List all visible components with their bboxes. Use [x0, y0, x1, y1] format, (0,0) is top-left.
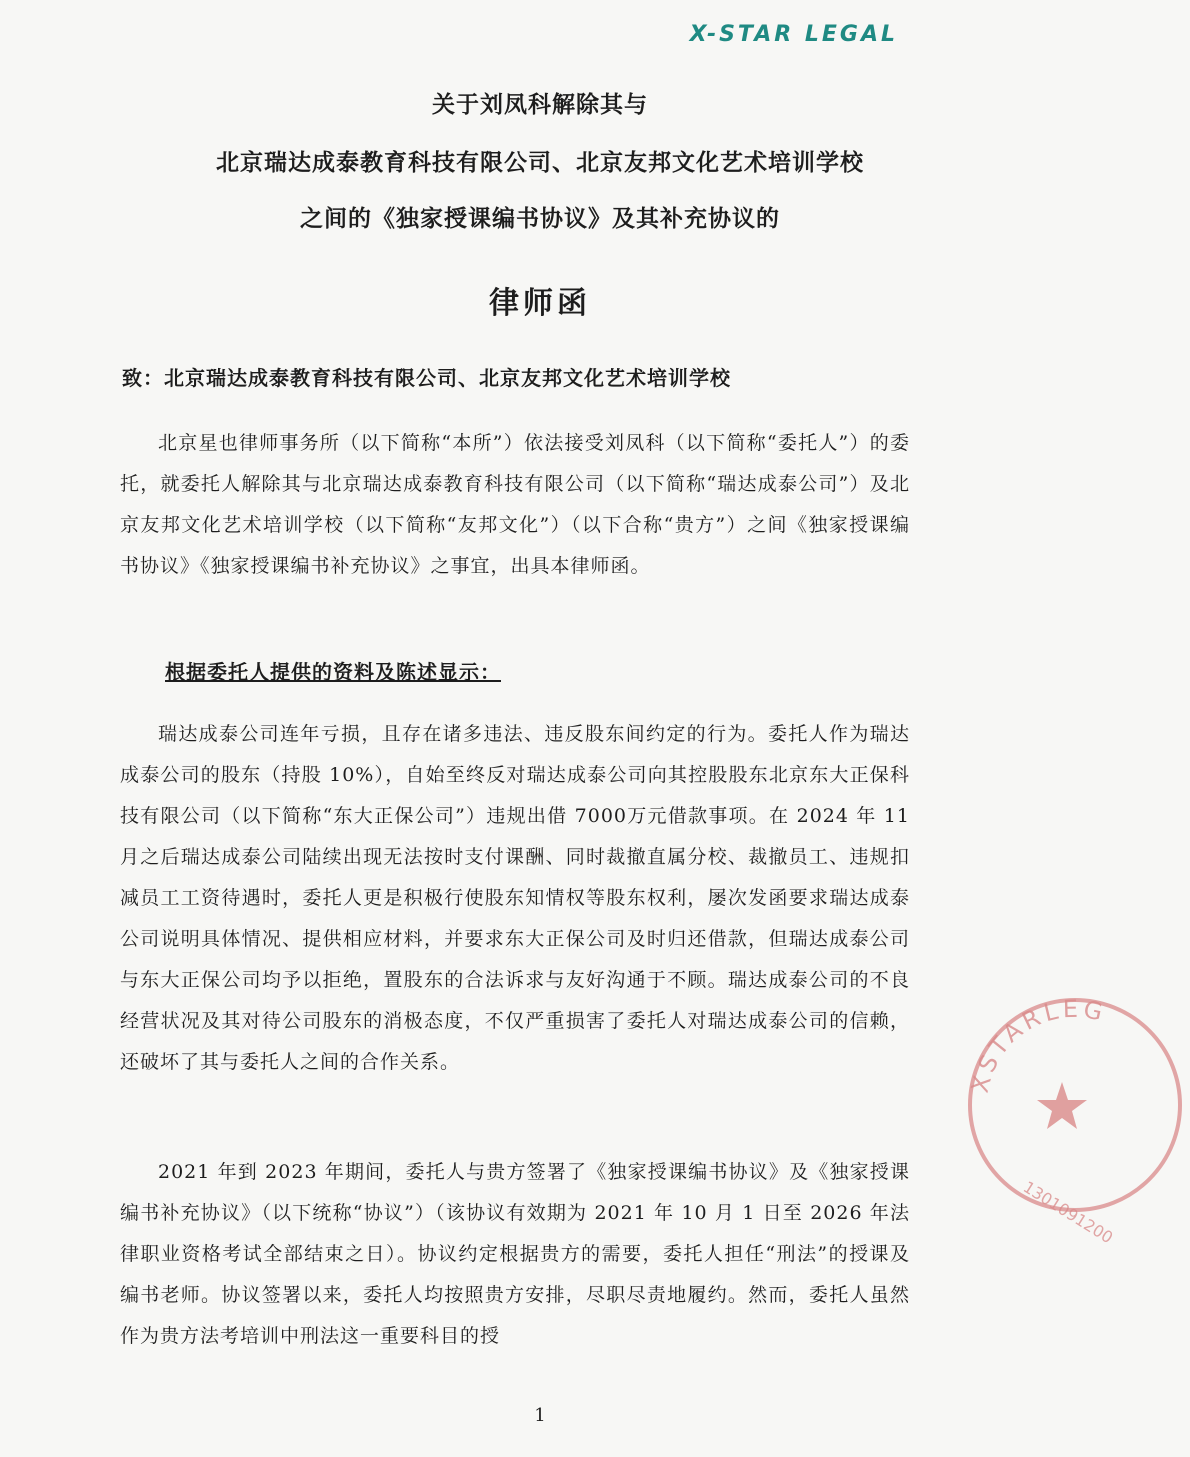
- section-heading: 根据委托人提供的资料及陈述显示：: [165, 660, 501, 684]
- addressee-line: 致：北京瑞达成泰教育科技有限公司、北京友邦文化艺术培训学校: [122, 366, 731, 390]
- svg-text:XSTARLEG: [966, 995, 1109, 1096]
- seal-number: 1301091200: [1019, 1177, 1117, 1248]
- seal-text: XSTARLEG: [965, 994, 1109, 1096]
- intro-paragraph: 北京星也律师事务所（以下简称“本所”）依法接受刘凤科（以下简称“委托人”）的委托，就委托人解除其与北京瑞达成泰教育科技有限公司（以下简称“瑞达成泰公司”）及北京友邦文化艺术培训学校（以下简称“友邦文化”）（以下合称“贵方”）之间《独家授课编书协议》《独家授课编书补充协议》之事宜，出具本律师函。: [120, 432, 910, 577]
- page-number: 1: [534, 1405, 546, 1426]
- firm-logo: X-STAR LEGAL: [689, 22, 898, 47]
- title-line-3: 之间的《独家授课编书协议》及其补充协议的: [300, 205, 780, 232]
- title-line-2: 北京瑞达成泰教育科技有限公司、北京友邦文化艺术培训学校: [216, 149, 864, 176]
- title-line-1: 关于刘凤科解除其与: [432, 91, 648, 118]
- document-title: 律师函: [489, 286, 591, 321]
- seal-star-icon: [1037, 1082, 1087, 1129]
- facts-paragraph: 瑞达成泰公司连年亏损，且存在诸多违法、违反股东间约定的行为。委托人作为瑞达成泰公司的股东（持股 10%），自始至终反对瑞达成泰公司向其控股股东北京东大正保科技有限公司（以下简称“东大正保公司”）违规出借 7000万元借款事项。在 2024 年 11 月之后瑞达成泰公司陆续出现无法按时支付课酬、同时裁撤直属分校、裁撤员工、违规扣减员工工资待遇时，委托人更是积极行使股东知情权等股东权利，屡次发函要求瑞达成泰公司说明具体情况、提供相应材料，并要求东大正保公司及时归还借款，但瑞达成泰公司与东大正保公司均予以拒绝，置股东的合法诉求与友好沟通于不顾。瑞达成泰公司的不良经营状况及其对待公司股东的消极态度，不仅严重损害了委托人对瑞达成泰公司的信赖，还破坏了其与委托人之间的合作关系。: [120, 723, 910, 1073]
- agreement-paragraph: 2021 年到 2023 年期间，委托人与贵方签署了《独家授课编书协议》及《独家授课编书补充协议》（以下统称“协议”）（该协议有效期为 2021 年 10 月 1 日至 2026 年法律职业资格考试全部结束之日）。协议约定根据贵方的需要，委托人担任“刑法”的授课及编书老师。协议签署以来，委托人均按照贵方安排，尽职尽责地履约。然而，委托人虽然作为贵方法考培训中刑法这一重要科目的授: [120, 1161, 910, 1347]
- official-seal: [960, 990, 1190, 1248]
